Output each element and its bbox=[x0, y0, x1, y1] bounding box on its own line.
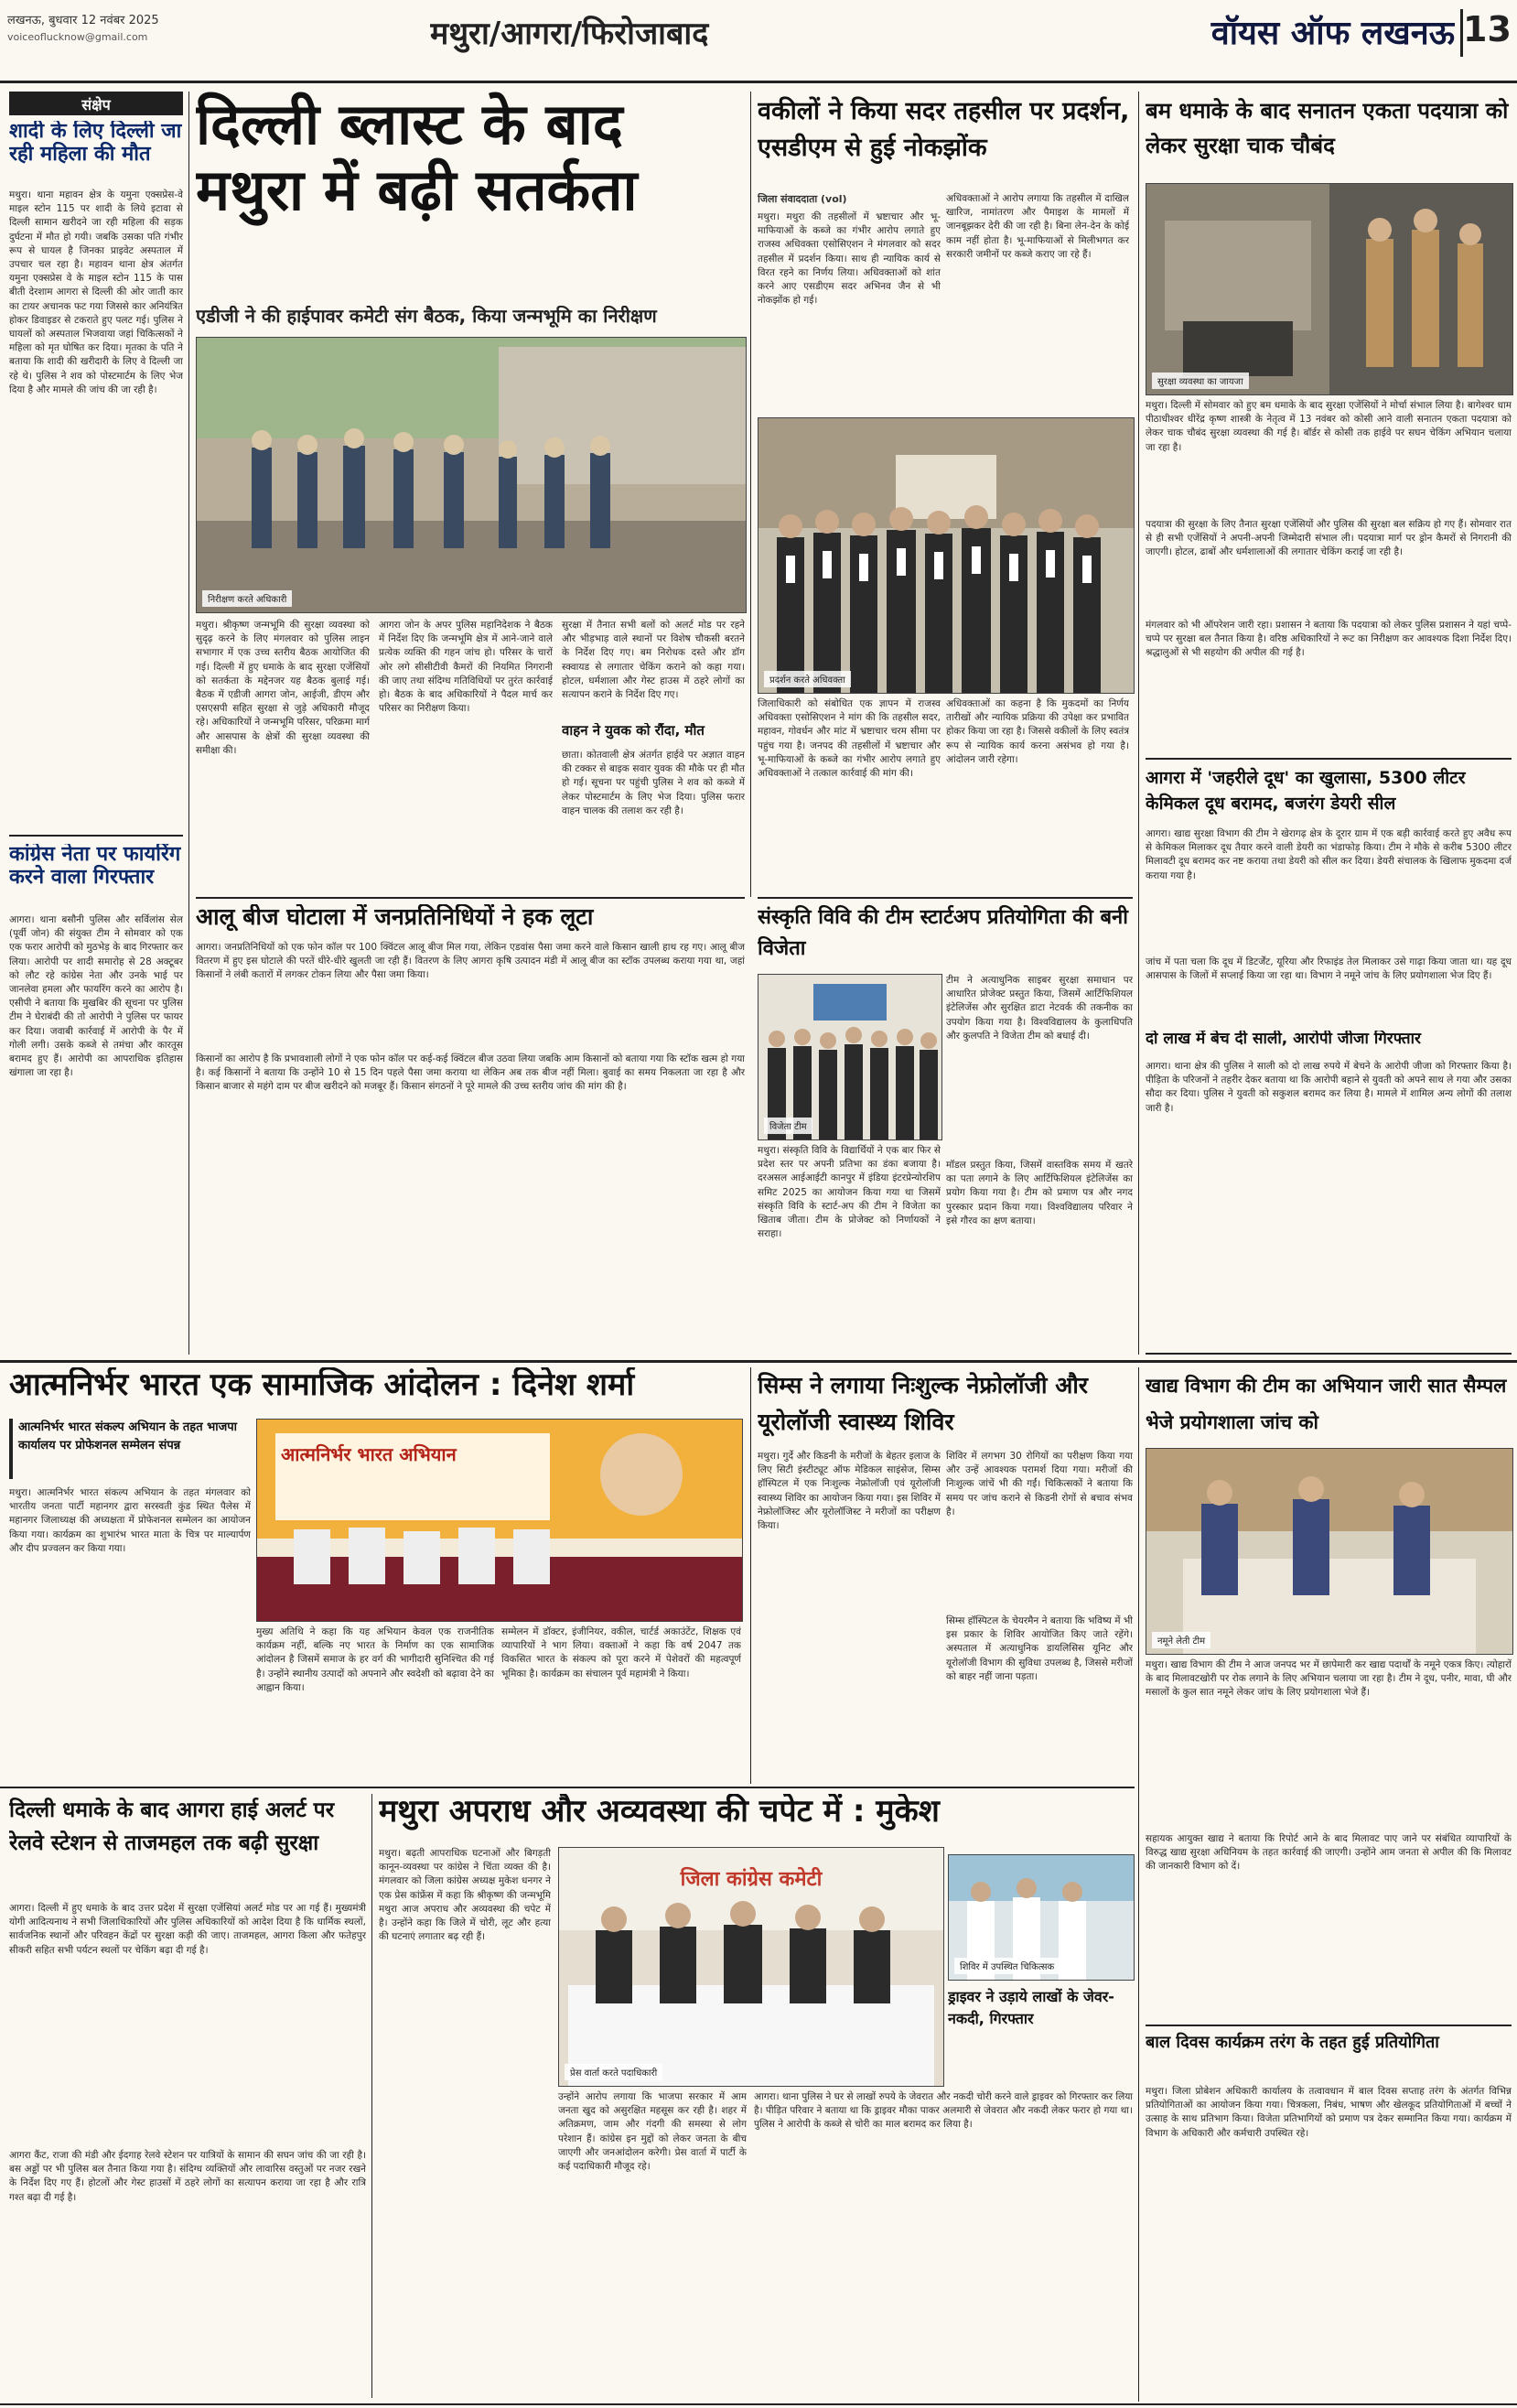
lead-body-1: मथुरा। श्रीकृष्ण जन्मभूमि की सुरक्षा व्यवस्था को सुदृढ़ करने के लिए मंगलवार को पुलिस लाइन सभागार में एक उच्च स्तरीय बैठक आयोजित की गई। दिल्ली में हुए धमाके के बाद सुरक्षा एजेंसियों को सतर्कता के मद्देनजर यह बैठक बुलाई गई। बैठक में एडीजी आगरा जोन, आईजी, डीएम और एसएसपी सहित सुरक्षा से जुड़े अधिकारी मौजूद रहे। अधिकारियों ने जन्मभूमि परिसर, परिक्रमा मार्ग और आसपास के क्षेत्रों की सुरक्षा व्यवस्था की समीक्षा की। bbox=[196, 620, 370, 756]
food-photo-caption: नमूने लेती टीम bbox=[1152, 1632, 1210, 1648]
lawyers-body-3: जिलाधिकारी को संबोधित एक ज्ञापन में राजस्व अधिवक्ता एसोसिएशन ने मांग की कि तहसील सदर, महावन, गोवर्धन और मांट में भ्रष्टाचार चरम सीमा पर पहुंच गया है। जनपद की तहसीलों में भ्रष्टाचार और भू-माफियाओं के कब्जे का गंभीर आरोप लगाते हुए अधिवक्ताओं ने तत्काल कार्रवाई की मांग की। bbox=[758, 698, 941, 780]
mukesh-photo-caption: प्रेस वार्ता करते पदाधिकारी bbox=[565, 2064, 662, 2080]
brief-body-2: आगरा। थाना बसौनी पुलिस और सर्विलांस सेल (पूर्वी जोन) की संयुक्त टीम ने सोमवार को एक एक फरार आरोपी को मुठभेड़ के बाद गिरफ्तार कर लिया। आरोपी पर शादी समारोह से 28 अक्टूबर को लौट रहे कांग्रेस नेता और उनके भाई पर जानलेवा हमला और फायरिंग करने का आरोप है। एसीपी ने बताया कि मुखबिर की सूचना पर पुलिस टीम ने घेराबंदी की तो आरोपी ने पुलिस पर फायर कर दिया। जवाबी कार्रवाई में आरोपी के पैर में गोली लगी। उसके कब्जे से तमंचा और कारतूस बरामद हुए हैं। आरोपी का आपराधिक इतिहास खंगाला जा रहा है। bbox=[9, 914, 183, 1079]
food-body-1: मथुरा। खाद्य विभाग की टीम ने आज जनपद भर में छापेमारी कर खाद्य पदार्थों के नमूने एकत्र किए। त्योहारों के बाद मिलावटखोरी पर रोक लगाने के लिए अभियान चलाया जा रहा है। टीम ने दूध, पनीर, मावा, घी और मसालों के कुल सात नमूने लेकर जांच के लिए प्रयोगशाला भेजे हैं। bbox=[1146, 1659, 1512, 1699]
bomb-photo bbox=[1146, 183, 1513, 395]
atma-photo bbox=[256, 1419, 743, 1622]
col-divider-sims bbox=[750, 1367, 751, 1784]
col-divider-mid bbox=[750, 92, 751, 897]
sanskriti-body-1: मथुरा। संस्कृति विवि के विद्यार्थियों ने एक बार फिर से प्रदेश स्तर पर अपनी प्रतिभा का डंका बजाया है। दरअसल आईआईटी कानपुर में इंडिया इंटरप्रेन्योरशिप समिट 2025 का आयोजन किया गया था जिसमें संस्कृति विवि के स्टार्ट-अप की टीम ने विजेता का खिताब जीता। टीम के प्रोजेक्ट को निर्णायकों ने सराहा। bbox=[758, 1145, 941, 1240]
date-line: लखनऊ, बुधवार 12 नवंबर 2025 bbox=[7, 14, 159, 27]
mukesh-subhead: ड्राइवर ने उड़ाये लाखों के जेवर-नकदी, गिरफ्तार bbox=[948, 1988, 1114, 2027]
lead-body-3-visible: सुरक्षा में तैनात सभी बलों को अलर्ट मोड पर रहने और भीड़भाड़ वाले स्थानों पर विशेष चौकसी बरतने के निर्देश दिए गए। बम निरोधक दस्ते और डॉग स्क्वायड से लगातार चेकिंग कराने को कहा गया। होटल, धर्मशाला और गेस्ट हाउस में ठहरे लोगों का सत्यापन कराने के निर्देश दिए गए। bbox=[562, 620, 745, 701]
atma-banner: आत्मनिर्भर भारत अभियान bbox=[281, 1443, 457, 1465]
lead-body-2: आगरा जोन के अपर पुलिस महानिदेशक ने बैठक में निर्देश दिए कि जन्मभूमि क्षेत्र में आने-जाने वाले प्रत्येक व्यक्ति की गहन जांच हो। परिसर के चारों ओर लगे सीसीटीवी कैमरों की नियमित निगरानी की जाए तथा संदिग्ध गतिविधियों पर तुरंत कार्रवाई हो। बैठक के बाद अधिकारियों ने पैदल मार्च कर परिसर का निरीक्षण किया। bbox=[379, 620, 553, 715]
lawyers-headline: वकीलों ने किया सदर तहसील पर प्रदर्शन, एसडीएम से हुई नोकझोंक bbox=[758, 97, 1130, 162]
page-number: 13 bbox=[1460, 9, 1512, 57]
bomb-photo-caption: सुरक्षा व्यवस्था का जायजा bbox=[1152, 373, 1249, 389]
lead-photo bbox=[196, 337, 747, 613]
brief-body-1: मथुरा। थाना महावन क्षेत्र के यमुना एक्सप्रेस-वे माइल स्टोन 115 पर शादी के लिये इटावा से दिल्ली सामान खरीदने जा रही महिला की सड़क दुर्घटना में मौत हो गयी। जबकि उसका पति गंभीर रूप से घायल है जिनका प्राइवेट अस्पताल में उपचार चल रहा है। महावन थाना क्षेत्र अंतर्गत यमुना एक्सप्रेस वे के माइल स्टोन 115 के पास बीती देरशाम आगरा से दिल्ली की ओर जाती कार का टायर अचानक फट गया जिससे कार अनियंत्रित होकर डिवाइडर से टकराते हुए पलट गई। पुलिस ने घायलों को अस्पताल भिजवाया जहां चिकित्सकों ने महिला को मृत घोषित कर दिया। मृतका के पति ने बताया कि शादी की खरीदारी के लिए वे दिल्ली जा रहे थे। पुलिस ने शव को पोस्टमार्टम के लिए भेज दिया है और मामले की जांच की जा रही है। bbox=[9, 189, 183, 395]
potato-headline: आलू बीज घोटाला में जनप्रतिनिधियों ने हक लूटा bbox=[196, 904, 594, 930]
paper-name: वॉयस ऑफ लखनऊ bbox=[1210, 15, 1455, 52]
brief-label: संक्षेप bbox=[9, 92, 183, 115]
mukesh-headline: मथुरा अपराध और अव्यवस्था की चपेट में : मुकेश bbox=[379, 1794, 940, 1830]
bomb-photo-image bbox=[1146, 184, 1512, 394]
col-divider-agra bbox=[371, 1794, 372, 2398]
sims-body-1: मथुरा। गुर्दे और किडनी के मरीजों के बेहतर इलाज के लिए सिटी इंस्टीट्यूट ऑफ मेडिकल साइंसेज, सिम्स हॉस्पिटल में एक निःशुल्क नेफ्रोलॉजी एवं यूरोलॉजी स्वास्थ्य शिविर का आयोजन किया गया। इस शिविर में नेफ्रोलॉजिस्ट और यूरोलॉजिस्ट ने मरीजों का परीक्षण किया। bbox=[758, 1451, 941, 1532]
sims-body-3: सिम्स हॉस्पिटल के चेयरमैन ने बताया कि भविष्य में भी इस प्रकार के शिविर आयोजित किए जाते रहेंगे। अस्पताल में अत्याधुनिक डायलिसिस यूनिट और यूरोलॉजी विभाग की सुविधा उपलब्ध है, जिससे मरीजों को बाहर नहीं जाना पड़ता। bbox=[946, 1615, 1133, 1682]
potato-top-rule bbox=[196, 897, 745, 899]
bomb-divider bbox=[1146, 758, 1512, 760]
atma-headline: आत्मनिर्भर भारत एक सामाजिक आंदोलन : दिनेश शर्मा bbox=[9, 1367, 635, 1403]
mukesh-photo bbox=[558, 1847, 944, 2087]
sims-photo bbox=[948, 1854, 1135, 1981]
col-divider-right bbox=[1138, 92, 1139, 1355]
mukesh-body-1: मथुरा। बढ़ती आपराधिक घटनाओं और बिगड़ती कानून-व्यवस्था पर कांग्रेस ने चिंता व्यक्त की है। मंगलवार को जिला कांग्रेस अध्यक्ष मुकेश धनगर ने एक प्रेस कांफ्रेंस में कहा कि श्रीकृष्ण की जन्मभूमि मथुरा आज अपराध और अव्यवस्था की चपेट में है। उन्होंने कहा कि जिले में चोरी, लूट और हत्या की घटनाएं लगातार बढ़ रही हैं। bbox=[379, 1848, 551, 1943]
col-divider-food bbox=[1138, 1367, 1139, 2402]
brief-headline-2: कांग्रेस नेता पर फायरिंग करने वाला गिरफ्तार bbox=[9, 844, 181, 889]
agra-top-rule bbox=[0, 1787, 1135, 1788]
sanskriti-photo-image bbox=[758, 975, 941, 1139]
sanskriti-top-rule bbox=[758, 897, 1133, 899]
sanskriti-body-3: मॉडल प्रस्तुत किया, जिसमें वास्तविक समय में खतरे का पता लगाने के लिए आर्टिफिशियल इंटेलिजेंस का प्रयोग किया गया है। टीम को प्रमाण पत्र और नगद पुरस्कार प्रदान किया गया। विश्वविद्यालय परिवार ने इसे गौरव का क्षण बताया। bbox=[946, 1160, 1133, 1226]
lawyers-byline: जिला संवाददाता (vol) bbox=[758, 193, 847, 205]
lead-photo-caption: निरीक्षण करते अधिकारी bbox=[202, 590, 292, 607]
agra-body-1: आगरा। दिल्ली में हुए धमाके के बाद उत्तर प्रदेश में सुरक्षा एजेंसियां अलर्ट मोड पर आ गई हैं। मुख्यमंत्री योगी आदित्यनाथ ने सभी जिलाधिकारियों और पुलिस अधिकारियों को आदेश दिया है कि धार्मिक स्थलों, सार्वजनिक स्थानों और परिवहन केंद्रों पर सुरक्षा कड़ी की जाए। ताजमहल, आगरा किला और फतेहपुर सीकरी सहित सभी पर्यटन स्थलों पर चेकिंग बढ़ा दी गई है। bbox=[9, 1903, 366, 1956]
sims-headline: सिम्स ने लगाया निःशुल्क नेफ्रोलॉजी और यूरोलॉजी स्वास्थ्य शिविर bbox=[758, 1372, 1089, 1435]
atma-body-1: मथुरा। आत्मनिर्भर भारत संकल्प अभियान के तहत मंगलवार को भारतीय जनता पार्टी महानगर द्वारा सरस्वती कुंड स्थित पैलेस में महानगर जिलाध्यक्ष की अध्यक्षता में प्रोफेशनल सम्मेलन का आयोजन किया गया। कार्यक्रम का शुभारंभ भारत माता के चित्र पर माल्यार्पण और दीप प्रज्वलन कर किया गया। bbox=[9, 1487, 251, 1554]
bomb-body-1: मथुरा। दिल्ली में सोमवार को हुए बम धमाके के बाद सुरक्षा एजेंसियों ने मोर्चा संभाल लिया है। बागेश्वर धाम पीठाधीश्वर धीरेंद्र कृष्ण शास्त्री के नेतृत्व में 13 नवंबर को कोसी आने वाली सनातन एकता पदयात्रा को लेकर चाक चौबंद सुरक्षा व्यवस्था की गई है। बॉर्डर से कोसी तक हाईवे पर सघन चेकिंग अभियान चलाया जा रहा है। bbox=[1146, 400, 1512, 453]
brief-divider bbox=[9, 835, 183, 837]
sanskriti-photo-caption: विजेता टीम bbox=[764, 1118, 812, 1134]
col-divider-left bbox=[188, 92, 189, 1355]
agra-body-2: आगरा कैंट, राजा की मंडी और ईदगाह रेलवे स्टेशन पर यात्रियों के सामान की सघन जांच की जा रही है। बस अड्डों पर भी पुलिस बल तैनात किया गया है। संदिग्ध व्यक्तियों और लावारिस वस्तुओं पर नजर रखने के निर्देश दिए गए हैं। होटलों और गेस्ट हाउसों में ठहरे लोगों का सत्यापन कराया जा रहा है और रात्रि गश्त बढ़ा दी गई है। bbox=[9, 2150, 366, 2203]
milk-subhead: दो लाख में बेच दी साली, आरोपी जीजा गिरफ्तार bbox=[1146, 1031, 1421, 1048]
sanskriti-photo bbox=[758, 974, 942, 1140]
potato-body-2: किसानों का आरोप है कि प्रभावशाली लोगों ने एक फोन कॉल पर कई-कई क्विंटल बीज उठवा लिया जबकि आम किसानों को बताया गया कि स्टॉक खत्म हो गया है। कई किसानों ने बताया कि उन्होंने 10 से 15 दिन पहले पैसा जमा कराया था लेकिन अब तक बीज नहीं मिला। बुवाई का समय निकलता जा रहा है और किसान बाजार से महंगे दाम पर बीज खरीदने को मजबूर हैं। किसान संगठनों ने पूरे मामले की उच्च स्तरीय जांच की मांग की है। bbox=[196, 1053, 745, 1093]
bomb-body-3: मंगलवार को भी ऑपरेशन जारी रहा। प्रशासन ने बताया कि पदयात्रा को लेकर पुलिस प्रशासन ने यहां चप्पे-चप्पे पर सुरक्षा बल तैनात किया है। वरिष्ठ अधिकारियों ने रूट का निरीक्षण कर आवश्यक दिशा निर्देश दिए। श्रद्धालुओं से भी सहयोग की अपील की गई है। bbox=[1146, 620, 1512, 659]
lead-headline: दिल्ली ब्लास्ट के बाद मथुरा में बढ़ी सतर्कता bbox=[196, 92, 638, 223]
sims-photo-caption: शिविर में उपस्थित चिकित्सक bbox=[954, 1958, 1060, 1974]
sims-body-2: शिविर में लगभग 30 रोगियों का परीक्षण किया गया और उन्हें आवश्यक परामर्श दिया गया। मरीजों की निःशुल्क जांचें भी की गईं। चिकित्सकों ने बताया कि समय पर जांच कराने से किडनी रोगों से बचाव संभव है। bbox=[946, 1451, 1133, 1517]
food-photo-image bbox=[1146, 1449, 1512, 1654]
section-title: मथुरा/आगरा/फिरोजाबाद bbox=[430, 16, 709, 52]
milk-headline: आगरा में 'जहरीले दूध' का खुलासा, 5300 लीटर केमिकल दूध बरामद, बजरंग डेयरी सील bbox=[1146, 768, 1466, 814]
masthead-rule bbox=[0, 81, 1517, 83]
sanskriti-body-2: टीम ने अत्याधुनिक साइबर सुरक्षा समाधान पर आधारित प्रोजेक्ट प्रस्तुत किया, जिसमें आर्टिफिशियल इंटेलिजेंस और सुरक्षित डाटा नेटवर्क की तकनीक का उपयोग किया गया है। विश्वविद्यालय के कुलाधिपति और कुलपति ने विजेता टीम को बधाई दी। bbox=[946, 975, 1133, 1042]
masthead bbox=[0, 0, 1517, 82]
potato-body-1: आगरा। जनप्रतिनिधियों को एक फोन कॉल पर 100 क्विंटल आलू बीज मिल गया, लेकिन एडवांस पैसा जमा करने वाले किसान खाली हाथ रह गए। आलू बीज वितरण में हुए इस घोटाले की परतें धीरे-धीरे खुलती जा रही हैं। वितरण के लिए आगरा कृषि उत्पादन मंडी में आलू बीज का स्टॉक उपलब्ध कराया गया था, जहां किसानों ने लंबी कतारों में लगकर टोकन लिया और पैसा जमा किया। bbox=[196, 942, 745, 981]
bomb-body-2: पदयात्रा की सुरक्षा के लिए तैनात सुरक्षा एजेंसियों और पुलिस की सुरक्षा बल सक्रिय हो गए हैं। सोमवार रात से ही सभी एजेंसियों ने अपनी-अपनी जिम्मेदारी संभाल ली। पदयात्रा मार्ग पर ड्रोन कैमरों से निगरानी की जाएगी। होटल, ढाबों और धर्मशालाओं की लगातार चेकिंग कराई जा रही है। bbox=[1146, 519, 1512, 558]
mukesh-body-2: उन्होंने आरोप लगाया कि भाजपा सरकार में आम जनता खुद को असुरक्षित महसूस कर रही है। शहर में अतिक्रमण, जाम और गंदगी की समस्या से लोग परेशान हैं। कांग्रेस इन मुद्दों को लेकर जनता के बीच जाएगी और जनआंदोलन करेगी। प्रेस वार्ता में पार्टी के कई पदाधिकारी मौजूद रहे। bbox=[558, 2091, 747, 2173]
milk-body-2: जांच में पता चला कि दूध में डिटर्जेंट, यूरिया और रिफाइंड तेल मिलाकर उसे गाढ़ा किया जाता था। यह दूध आसपास के जिलों में सप्लाई किया जा रहा था। विभाग ने नमूने जांच के लिए प्रयोगशाला भेज दिए हैं। bbox=[1146, 956, 1512, 982]
bottom-rule bbox=[0, 2403, 1517, 2405]
food-body-2: सहायक आयुक्त खाद्य ने बताया कि रिपोर्ट आने के बाद मिलावट पाए जाने पर संबंधित व्यापारियों के विरुद्ध खाद्य सुरक्षा अधिनियम के तहत कार्रवाई की जाएगी। उन्होंने आम जनता से अपील की कि मिलावट की जानकारी विभाग को दें। bbox=[1146, 1833, 1512, 1873]
food-divider bbox=[1146, 2025, 1512, 2026]
milk-body-1: आगरा। खाद्य सुरक्षा विभाग की टीम ने खेरागढ़ क्षेत्र के दूरार ग्राम में एक बड़ी कार्रवाई करते हुए अवैध रूप से केमिकल मिलाकर दूध तैयार करने वाली डेयरी का भंडाफोड़ किया। टीम ने मौके से करीब 5300 लीटर मिलावटी दूध बरामद कर नष्ट कराया तथा डेयरी को सील कर दिया। डेयरी संचालक के खिलाफ मुकदमा दर्ज कराया गया है। bbox=[1146, 828, 1512, 881]
food-headline: खाद्य विभाग की टीम का अभियान जारी सात सैम्पल भेजे प्रयोगशाला जांच को bbox=[1146, 1375, 1507, 1433]
milk-divider bbox=[1146, 1353, 1512, 1355]
atma-body-3: सम्मेलन में डॉक्टर, इंजीनियर, वकील, चार्टर्ड अकाउंटेंट, शिक्षक एवं व्यापारियों ने भाग लिया। वक्ताओं ने कहा कि वर्ष 2047 तक विकसित भारत के संकल्प को पूरा करने में पेशेवरों की महत्वपूर्ण भूमिका है। कार्यक्रम का संचालन पूर्व महामंत्री ने किया। bbox=[501, 1626, 741, 1679]
atma-subhead: आत्मनिर्भर भारत संकल्प अभियान के तहत भाजपा कार्यालय पर प्रोफेशनल सम्मेलन संपन्न bbox=[9, 1419, 247, 1479]
mukesh-banner: जिला कांग्रेस कमेटी bbox=[680, 1868, 823, 1891]
lawyers-photo-image bbox=[758, 418, 1134, 693]
atma-body-2: मुख्य अतिथि ने कहा कि यह अभियान केवल एक राजनीतिक कार्यक्रम नहीं, बल्कि नए भारत के निर्माण का एक सामाजिक आंदोलन है जिसमें समाज के हर वर्ग की भागीदारी सुनिश्चित की गई है। उन्होंने स्थानीय उत्पादों को अपनाने और स्वदेशी को बढ़ावा देने का आह्वान किया। bbox=[256, 1626, 494, 1693]
lawyers-photo-caption: प्रदर्शन करते अधिवक्ता bbox=[764, 671, 851, 687]
food-photo bbox=[1146, 1448, 1513, 1655]
lead-photo-image bbox=[197, 338, 746, 612]
atma-top-rule bbox=[0, 1360, 1517, 1363]
lead-body-4: छाता। कोतवाली क्षेत्र अंतर्गत हाईवे पर अज्ञात वाहन की टक्कर से बाइक सवार युवक की मौके पर ही मौत हो गई। सूचना पर पहुंची पुलिस ने शव को कब्जे में लेकर पोस्टमार्टम के लिए भेज दिया। पुलिस फरार वाहन चालक की तलाश कर रही है। bbox=[562, 750, 745, 816]
milk-body-3: आगरा। थाना क्षेत्र की पुलिस ने साली को दो लाख रुपये में बेचने के आरोपी जीजा को गिरफ्तार किया है। पीड़िता के परिजनों ने तहरीर देकर बताया था कि आरोपी बहाने से युवती को अपने साथ ले गया और उसका सौदा कर दिया। पुलिस ने युवती को सकुशल बरामद कर लिया है। मामले में शामिल अन्य लोगों की तलाश जारी है। bbox=[1146, 1061, 1512, 1114]
lawyers-body-4: अधिवक्ताओं का कहना है कि मुकदमों का निर्णय तारीखों और न्यायिक प्रक्रिया की उपेक्षा कर प्रभावित होकर किया जा रहा है। जिससे वकीलों के लिए स्वतंत्र रूप से न्यायिक कार्य करना असंभव हो गया है। आंदोलन जारी रहेगा। bbox=[946, 698, 1129, 765]
lead-subhead-2: वाहन ने युवक को रौंदा, मौत bbox=[562, 723, 705, 739]
lawyers-body-1: मथुरा। मथुरा की तहसीलों में भ्रष्टाचार और भू-माफियाओं के कब्जे का गंभीर आरोप लगाते हुए राजस्व अधिवक्ता एसोसिएशन ने मंगलवार को सदर तहसील में प्रदर्शन किया। साथ ही न्यायिक कार्य से विरत रहने का निर्णय लिया। अधिवक्ताओं को शांत करने आए एसडीएम सदर अभिनव जैन से भी नोकझोंक हो गई। bbox=[758, 211, 941, 307]
brief-headline-1: शादी के लिए दिल्ली जा रही महिला की मौत bbox=[9, 121, 182, 166]
agra-headline: दिल्ली धमाके के बाद आगरा हाई अलर्ट पर रेलवे स्टेशन से ताजमहल तक बढ़ी सुरक्षा bbox=[9, 1798, 335, 1855]
lawyers-body-2: अधिवक्ताओं ने आरोप लगाया कि तहसील में दाखिल खारिज, नामांतरण और पैमाइश के मामलों में जानबूझकर देरी की जा रही है। बिना लेन-देन के कोई काम नहीं होता है। भू-माफियाओं से मिलीभगत कर सरकारी जमीनों पर कब्जे कराए जा रहे हैं। bbox=[946, 193, 1129, 260]
bomb-headline: बम धमाके के बाद सनातन एकता पदयात्रा को लेकर सुरक्षा चाक चौबंद bbox=[1146, 98, 1509, 158]
food-subhead: बाल दिवस कार्यक्रम तरंग के तहत हुई प्रतियोगिता bbox=[1146, 2033, 1439, 2052]
email: voiceoflucknow@gmail.com bbox=[7, 31, 148, 43]
lead-subhead: एडीजी ने की हाईपावर कमेटी संग बैठक, किया जन्मभूमि का निरीक्षण bbox=[196, 306, 657, 327]
mukesh-body-3: आगरा। थाना पुलिस ने घर से लाखों रुपये के जेवरात और नकदी चोरी करने वाले ड्राइवर को गिरफ्तार कर लिया है। पीड़ित परिवार ने बताया था कि ड्राइवर मौका पाकर अलमारी से जेवरात और नकदी लेकर फरार हो गया था। पुलिस ने आरोपी के कब्जे से चोरी का माल बरामद कर लिया है। bbox=[754, 2091, 1133, 2131]
food-body-3: मथुरा। जिला प्रोबेशन अधिकारी कार्यालय के तत्वावधान में बाल दिवस सप्ताह तरंग के अंतर्गत विभिन्न प्रतियोगिताओं का आयोजन किया गया। चित्रकला, निबंध, भाषण और खेलकूद प्रतियोगिताओं में बच्चों ने उत्साह के साथ प्रतिभाग किया। विजेता प्रतिभागियों को प्रमाण पत्र देकर सम्मानित किया गया। कार्यक्रम में विभाग के अधिकारी और कर्मचारी उपस्थित रहे। bbox=[1146, 2086, 1512, 2139]
sanskriti-headline: संस्कृति विवि की टीम स्टार्टअप प्रतियोगिता की बनी विजेता bbox=[758, 906, 1128, 960]
lawyers-photo bbox=[758, 417, 1135, 694]
